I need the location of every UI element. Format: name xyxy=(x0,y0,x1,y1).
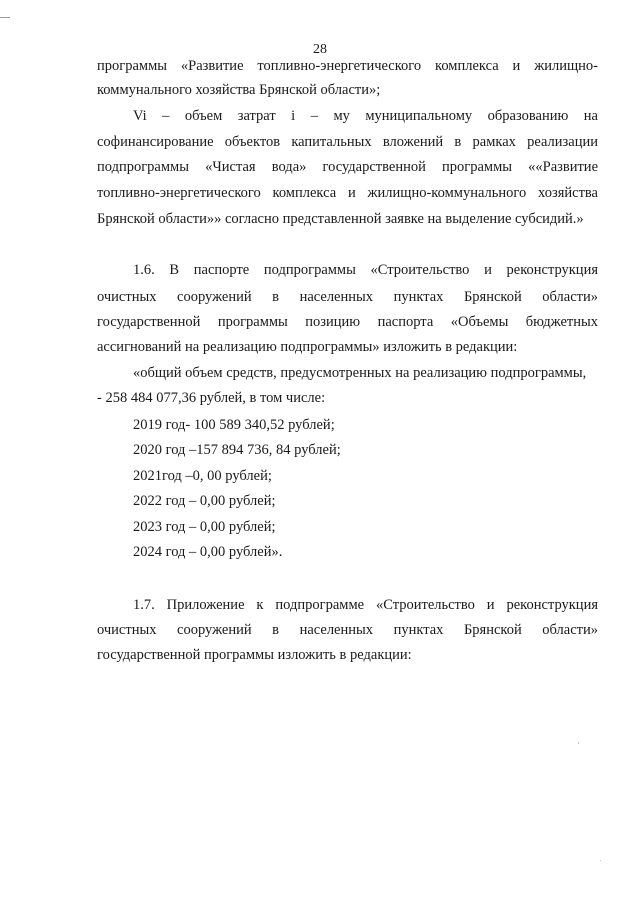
text-line: программы «Развитие топливно-энергетического комплекса и жилищно- xyxy=(97,58,598,74)
text-line: подпрограммы «Чистая вода» государственной программы ««Развитие xyxy=(97,159,598,175)
text-line: государственной программы позицию паспорта «Объемы бюджетных xyxy=(97,314,598,330)
text-line: Брянской области»» согласно представленной заявке на выделение субсидий.» xyxy=(97,211,584,227)
text-line: очистных сооружений в населенных пунктах Брянской области» xyxy=(97,622,598,638)
text-line: Vi – объем затрат i – му муниципальному образованию на xyxy=(133,108,598,124)
text-line: очистных сооружений в населенных пунктах Брянской области» xyxy=(97,289,598,305)
scan-speck xyxy=(578,742,579,744)
text-line: государственной программы изложить в редакции: xyxy=(97,647,412,663)
text-line: 2020 год –157 894 736, 84 рублей; xyxy=(133,442,341,458)
text-line: «общий объем средств, предусмотренных на реализацию подпрограммы, xyxy=(133,365,587,381)
text-line: 1.6. В паспорте подпрограммы «Строительство и реконструкция xyxy=(133,262,598,278)
text-line: софинансирование объектов капитальных вложений в рамках реализации xyxy=(97,134,598,150)
text-line: ассигнований на реализацию подпрограммы» изложить в редакции: xyxy=(97,339,518,355)
text-line: коммунального хозяйства Брянской области»; xyxy=(97,82,381,98)
scan-edge-mark xyxy=(0,17,10,18)
text-line: 2021год –0, 00 рублей; xyxy=(133,468,272,484)
text-line: 1.7. Приложение к подпрограмме «Строительство и реконструкция xyxy=(133,597,598,613)
text-line: 2024 год – 0,00 рублей». xyxy=(133,544,283,560)
text-line: 2019 год- 100 589 340,52 рублей; xyxy=(133,417,335,433)
text-line: 2022 год – 0,00 рублей; xyxy=(133,493,276,509)
text-line: - 258 484 077,36 рублей, в том числе: xyxy=(97,390,326,406)
page-number: 28 xyxy=(313,42,327,57)
text-line: 2023 год – 0,00 рублей; xyxy=(133,519,276,535)
scan-speck xyxy=(600,860,601,861)
text-line: топливно-энергетического комплекса и жилищно-коммунального хозяйства xyxy=(97,185,598,201)
